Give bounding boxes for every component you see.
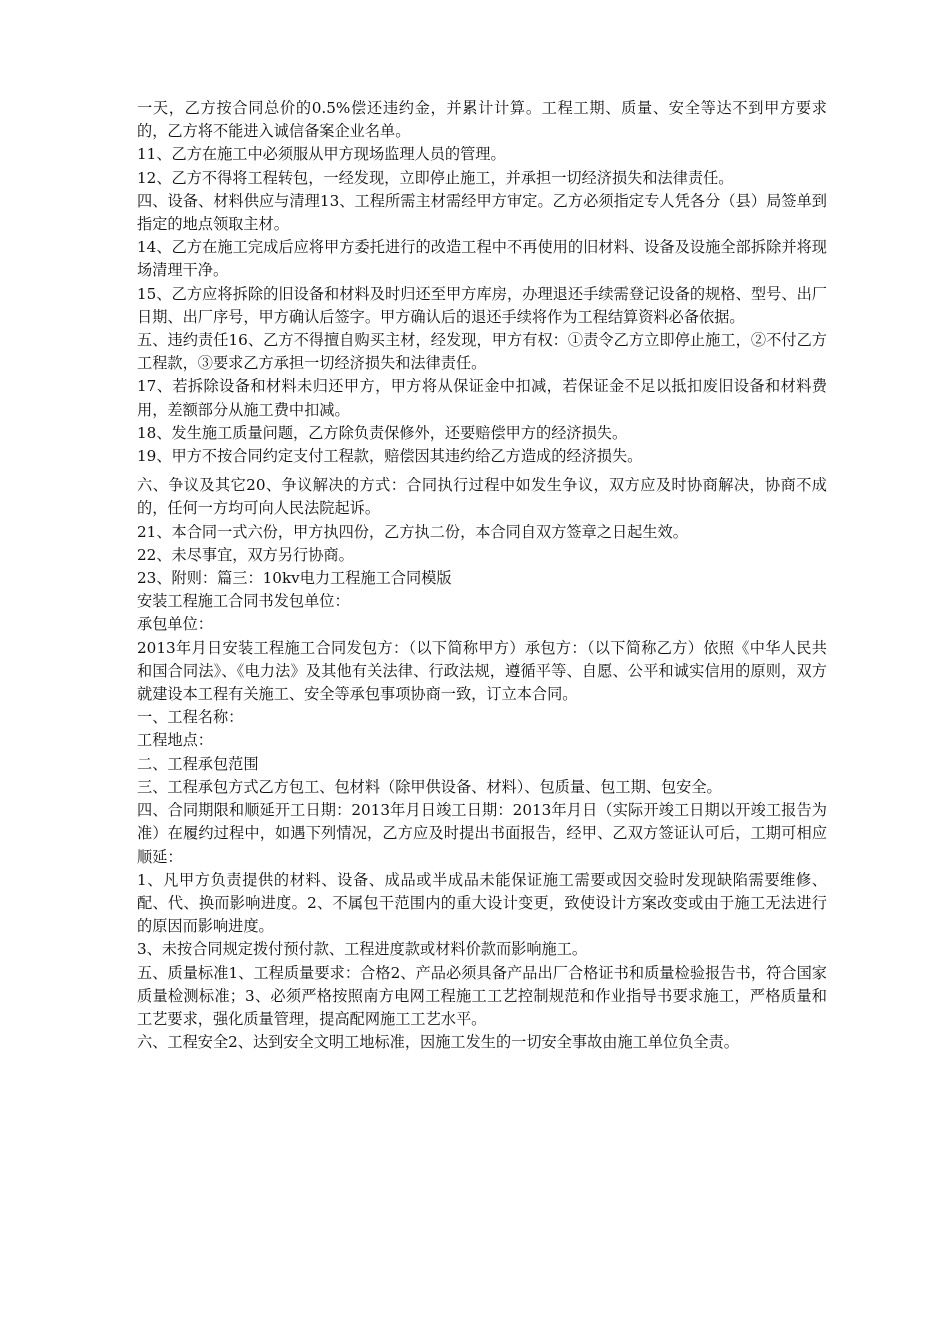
paragraph-clause-23: 23、附则：篇三：10kv电力工程施工合同模版 — [137, 569, 452, 588]
paragraph-clause-17: 17、若拆除设备和材料未归还甲方，甲方将从保证金中扣减，若保证金不足以抵扣废旧设备和材料费用，差额部分从施工费中扣减。 — [137, 377, 827, 419]
paragraph-contract-method: 三、工程承包方式乙方包工、包材料（除甲供设备、材料）、包质量、包工期、包安全。 — [137, 777, 722, 796]
paragraph-clause-14: 14、乙方在施工完成后应将甲方委托进行的改造工程中不再使用的旧材料、设备及设施全部拆除并将现场清理干净。 — [137, 238, 827, 280]
paragraph-clause-22: 22、未尽事宜，双方另行协商。 — [137, 545, 354, 564]
paragraph-extension-items-1-2: 1、凡甲方负责提供的材料、设备、成品或半成品未能保证施工需要或因交验时发现缺陷需要维修、配、代、换而影响进度。2、不属包干范围内的重大设计变更，致使设计方案改变或由于施工无法进行的原因而影响进度。 — [137, 870, 827, 936]
paragraph-safety: 六、工程安全2、达到安全文明工地标准，因施工发生的一切安全事故由施工单位负全责。 — [137, 1033, 739, 1052]
paragraph-contract-title: 安装工程施工合同书发包单位： — [137, 592, 350, 611]
paragraph-clause-18: 18、发生施工质量问题，乙方除负责保修外，还要赔偿甲方的经济损失。 — [137, 423, 628, 442]
paragraph-section-5-clause-16: 五、违约责任16、乙方不得擅自购买主材，经发现，甲方有权：①责令乙方立即停止施工，②不付乙方工程款，③要求乙方承担一切经济损失和法律责任。 — [137, 331, 827, 373]
paragraph-clause-21: 21、本合同一式六份，甲方执四份，乙方执二份，本合同自双方签章之日起生效。 — [137, 522, 688, 541]
document-body — [137, 97, 827, 1054]
paragraph-clause-11: 11、乙方在施工中必须服从甲方现场监理人员的管理。 — [137, 145, 506, 164]
paragraph-clause-19: 19、甲方不按合同约定支付工程款，赔偿因其违约给乙方造成的经济损失。 — [137, 447, 643, 466]
paragraph-term-extension: 四、合同期限和顺延开工日期：2013年月日竣工日期：2013年月日（实际开竣工日期以开竣工报告为准）在履约过程中，如遇下列情况，乙方应及时提出书面报告，经甲、乙双方签证认可后，工期可相应顺延： — [137, 801, 827, 866]
paragraph-extension-item-3: 3、未按合同规定拨付预付款、工程进度款或材料价款而影响施工。 — [137, 940, 588, 959]
paragraph-preamble: 2013年月日安装工程施工合同发包方：（以下简称甲方）承包方：（以下简称乙方）依照《中华人民共和国合同法》、《电力法》及其他有关法律、行政法规，遵循平等、自愿、公平和诚实信用的原则，双方就建设本工程有关施工、安全等承包事项协商一致，订立本合同。 — [137, 638, 827, 704]
paragraph-contractor: 承包单位： — [137, 615, 213, 634]
paragraph-section-4-clause-13: 四、设备、材料供应与清理13、工程所需主材需经甲方审定。乙方必须指定专人凭各分（县）局签单到指定的地点领取主材。 — [137, 191, 827, 234]
paragraph-quality-standard: 五、质量标准1、工程质量要求：合格2、产品必须具备产品出厂合格证书和质量检验报告书，符合国家质量检测标准；3、必须严格按照南方电网工程施工工艺控制规范和作业指导书要求施工，严格质量和工艺要求，强化质量管理，提高配网施工工艺水平。 — [137, 963, 827, 1028]
paragraph-clause-12: 12、乙方不得将工程转包，一经发现，立即停止施工，并承担一切经济损失和法律责任。 — [137, 168, 734, 187]
paragraph-project-location: 工程地点： — [137, 731, 213, 750]
paragraph-scope: 二、工程承包范围 — [137, 754, 259, 773]
paragraph-project-name: 一、工程名称： — [137, 708, 244, 727]
paragraph-section-6-clause-20: 六、争议及其它20、争议解决的方式：合同执行过程中如发生争议，双方应及时协商解决，协商不成的，任何一方均可向人民法院起诉。 — [137, 476, 827, 518]
paragraph-clause-15: 15、乙方应将拆除的旧设备和材料及时归还至甲方库房，办理退还手续需登记设备的规格、型号、出厂日期、出厂序号，甲方确认后签字。甲方确认后的退还手续将作为工程结算资料必备依据。 — [137, 284, 827, 326]
paragraph-penalty-continuation: 一天，乙方按合同总价的0.5%偿还违约金，并累计计算。工程工期、质量、安全等达不到甲方要求的，乙方将不能进入诚信备案企业名单。 — [137, 99, 827, 141]
